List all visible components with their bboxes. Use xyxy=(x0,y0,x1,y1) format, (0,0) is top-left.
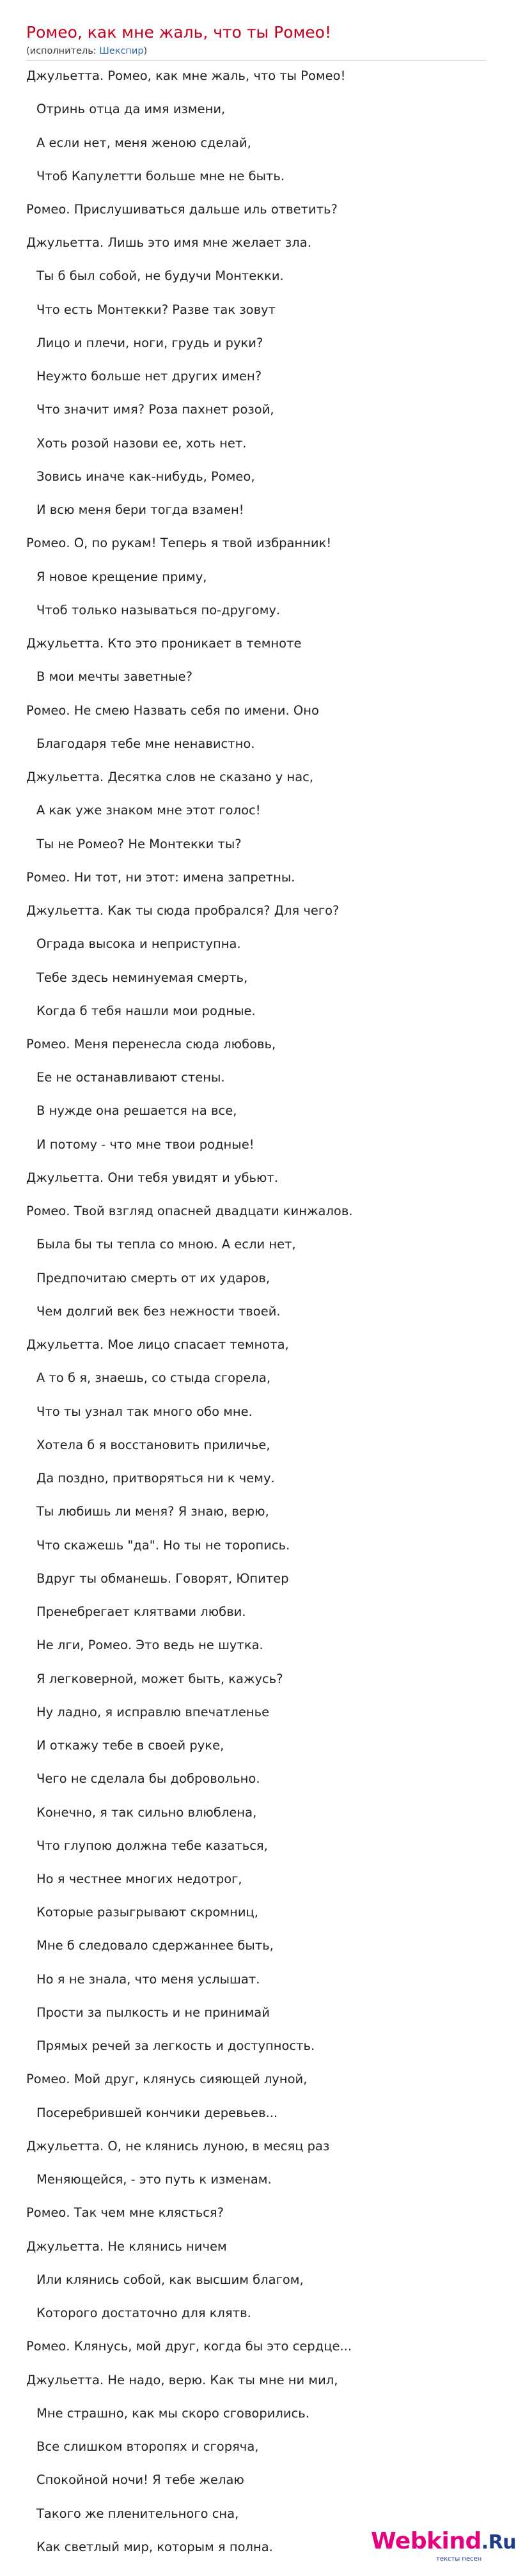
lyric-line: Спокойной ночи! Я тебе желаю xyxy=(36,2472,244,2488)
lyric-line: Предпочитаю смерть от их ударов, xyxy=(36,1270,270,1285)
lyric-line: Да поздно, притворяться ни к чему. xyxy=(36,1471,275,1486)
lyric-line: Что значит имя? Роза пахнет розой, xyxy=(36,402,274,417)
lyric-line: В нужде она решается на все, xyxy=(36,1103,237,1119)
lyric-line: Была бы ты тепла со мною. А если нет, xyxy=(36,1237,296,1252)
lyric-line: Джульетта. Как ты сюда пробрался? Для чего? xyxy=(26,903,340,918)
lyric-line: Чтоб только называться по-другому. xyxy=(36,602,281,617)
title-divider xyxy=(26,60,487,61)
lyric-line: И откажу тебе в своей руке, xyxy=(36,1738,224,1753)
lyric-line: Ромео. Мой друг, клянусь сияющей луной, xyxy=(26,2072,308,2087)
lyric-line: Не лги, Ромео. Это ведь не шутка. xyxy=(36,1638,263,1653)
lyric-line: Все слишком второпях и сгоряча, xyxy=(36,2439,259,2454)
lyric-line: Что скажешь "да". Но ты не торопись. xyxy=(36,1537,290,1553)
lyric-line: Вдруг ты обманешь. Говорят, Юпитер xyxy=(36,1571,289,1586)
lyric-line: Ромео. Меня перенесла сюда любовь, xyxy=(26,1037,276,1051)
lyric-line: Джульетта. Лишь это имя мне желает зла. xyxy=(26,235,311,251)
lyric-line: Отринь отца да имя измени, xyxy=(36,102,226,117)
lyric-line: Что ты узнал так много обо мне. xyxy=(36,1404,253,1419)
lyric-line: Когда б тебя нашли мои родные. xyxy=(36,1003,256,1018)
lyric-line: Что глупою должна тебе казаться, xyxy=(36,1838,268,1853)
lyric-line: Мне б следовало сдержаннее быть, xyxy=(36,1938,274,1953)
lyric-line: Или клянись собой, как высшим благом, xyxy=(36,2272,304,2287)
lyric-line: Хотела б я восстановить приличье, xyxy=(36,1437,270,1452)
lyric-line: В мои мечты заветные? xyxy=(36,669,192,685)
lyric-line: Я новое крещение приму, xyxy=(36,569,207,584)
logo-tld-text: .Ru xyxy=(481,2531,516,2554)
lyric-line: Но я честнее многих недотрог, xyxy=(36,1872,242,1886)
lyric-line: Конечно, я так сильно влюблена, xyxy=(36,1804,257,1820)
lyric-line: А как уже знаком мне этот голос! xyxy=(36,803,261,818)
lyric-line: Лицо и плечи, ноги, грудь и руки? xyxy=(36,335,263,350)
lyric-line: Как светлый мир, которым я полна. xyxy=(36,2539,273,2554)
lyric-line: Посеребрившей кончики деревьев... xyxy=(36,2105,278,2120)
lyric-line: Джульетта. Мое лицо спасает темнота, xyxy=(26,1337,289,1353)
song-title: Ромео, как мне жаль, что ты Ромео! xyxy=(26,23,332,42)
lyric-line: Но я не знала, что меня услышат. xyxy=(36,1971,260,1987)
lyric-line: Неужто больше нет других имен? xyxy=(36,369,262,384)
lyric-line: Мне страшно, как мы скоро сговорились. xyxy=(36,2405,309,2421)
logo-tagline: тексты песен xyxy=(436,2556,482,2563)
lyric-line: Что есть Монтекки? Разве так зовут xyxy=(36,302,276,317)
lyric-line: Прости за пылкость и не принимай xyxy=(36,2005,270,2020)
lyric-line: Благодаря тебе мне ненавистно. xyxy=(36,736,255,751)
lyric-line: Такого же пленительного сна, xyxy=(36,2506,239,2521)
lyric-line: Джульетта. Кто это проникает в темноте xyxy=(26,636,302,651)
lyric-line: Ромео. Клянусь, мой друг, когда бы это сердце... xyxy=(26,2339,352,2354)
lyric-line: Ну ладно, я исправлю впечатленье xyxy=(36,1704,270,1719)
lyric-line: Ты не Ромео? Не Монтекки ты? xyxy=(36,836,242,851)
lyric-line: Прямых речей за легкость и доступность. xyxy=(36,2038,315,2054)
lyric-line: Чего не сделала бы добровольно. xyxy=(36,1771,260,1787)
lyric-line: Хоть розой назови ее, хоть нет. xyxy=(36,435,247,451)
lyric-line: Ты любишь ли меня? Я знаю, верю, xyxy=(36,1504,269,1519)
lyric-line: Чтоб Капулетти больше мне не быть. xyxy=(36,168,285,183)
lyric-line: Меняющейся, - это путь к изменам. xyxy=(36,2172,272,2187)
lyric-line: Ты б был собой, не будучи Монтекки. xyxy=(36,268,284,284)
lyric-line: Ромео. Прислушиваться дальше иль ответить? xyxy=(26,202,338,217)
lyric-line: Зовись иначе как-нибудь, Ромео, xyxy=(36,469,255,484)
lyric-line: Джульетта. Ромео, как мне жаль, что ты Ромео! xyxy=(26,68,346,83)
lyric-line: Ромео. Ни тот, ни этот: имена запретны. xyxy=(26,869,295,885)
performer-link[interactable]: Шекспир xyxy=(99,46,144,56)
lyric-line: Которого достаточно для клятв. xyxy=(36,2306,251,2321)
performer-line xyxy=(26,46,147,56)
lyric-line: Ромео. О, по рукам! Теперь я твой избранник! xyxy=(26,536,332,551)
lyric-line: Джульетта. Они тебя увидят и убьют. xyxy=(26,1170,279,1185)
site-logo[interactable] xyxy=(371,2528,516,2568)
site-logo-wordmark xyxy=(371,2530,516,2553)
lyric-line: Чем долгий век без нежности твоей. xyxy=(36,1303,281,1319)
lyric-line: Ограда высока и неприступна. xyxy=(36,936,241,952)
lyric-line: Ее не останавливают стены. xyxy=(36,1070,225,1085)
performer-prefix: (исполнитель: xyxy=(26,46,100,56)
lyric-line: Я легковерной, может быть, кажусь? xyxy=(36,1671,283,1686)
lyric-line: А если нет, меня женою сделай, xyxy=(36,135,251,150)
lyric-line: Ромео. Так чем мне клясться? xyxy=(26,2205,224,2221)
lyric-line: Тебе здесь неминуемая смерть, xyxy=(36,970,248,985)
lyric-line: Джульетта. Не клянись ничем xyxy=(26,2238,227,2254)
lyric-line: И потому - что мне твои родные! xyxy=(36,1137,254,1152)
lyric-line: Ромео. Твой взгляд опасней двадцати кинжалов. xyxy=(26,1204,353,1219)
logo-main-text: Webkind xyxy=(371,2528,481,2554)
lyric-line: Пренебрегает клятвами любви. xyxy=(36,1604,246,1619)
lyric-line: А то б я, знаешь, со стыда сгорела, xyxy=(36,1370,271,1386)
lyric-line: И всю меня бери тогда взамен! xyxy=(36,502,244,518)
lyric-line: Джульетта. Десятка слов не сказано у нас, xyxy=(26,770,314,784)
lyric-line: Джульетта. О, не клянись луною, в месяц раз xyxy=(26,2138,330,2153)
lyric-line: Джульетта. Не надо, верю. Как ты мне ни мил, xyxy=(26,2372,338,2387)
lyric-line: Которые разыгрывают скромниц, xyxy=(36,1905,258,1920)
lyric-line: Ромео. Не смею Назвать себя по имени. Оно xyxy=(26,702,319,718)
performer-suffix: ) xyxy=(143,46,148,56)
